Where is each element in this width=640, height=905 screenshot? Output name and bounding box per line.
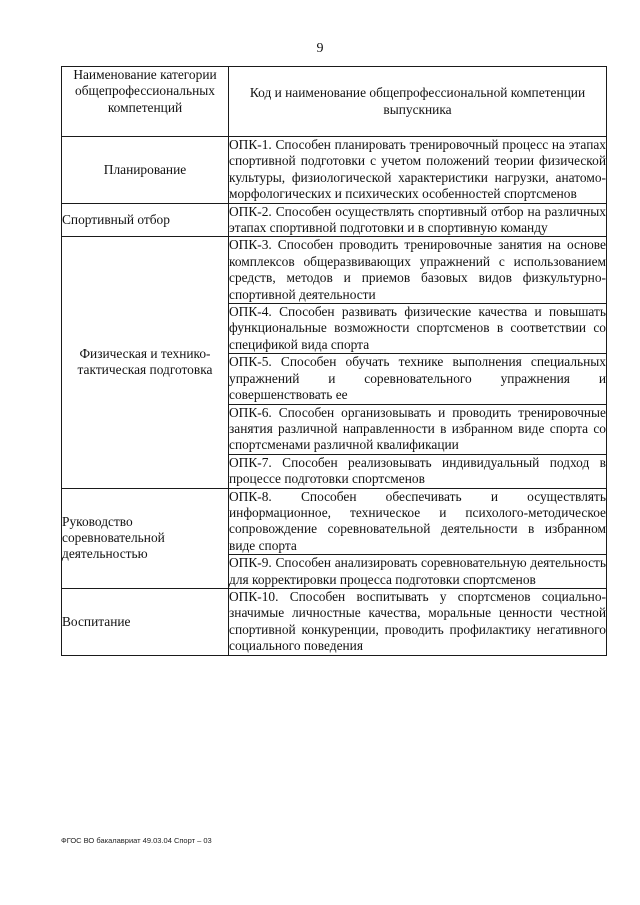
header-category: Наименование категории общепрофессиональных компетенций: [62, 67, 229, 137]
table-row: [62, 137, 607, 204]
competence-cell: ОПК-10. Способен воспитывать у спортсменов социально-значимые личностные качества, моральные ценности честной спортивной конкуренции, проводить профилактику негативного социального поведения: [229, 588, 606, 654]
competence-cell: ОПК-2. Способен осуществлять спортивный отбор на различных этапах спортивной подготовки и в спортивную команду: [229, 203, 606, 236]
table-row: [62, 237, 607, 304]
table-row: [62, 203, 607, 237]
category-cell: Планирование: [62, 137, 229, 204]
competence-cell: ОПК-4. Способен развивать физические качества и повышать функциональные возможности спортсменов в соответствии со спецификой вида спорта: [229, 304, 606, 352]
table-row: [62, 488, 607, 555]
competencies-table: [61, 66, 607, 656]
competence-cell: ОПК-7. Способен реализовывать индивидуальный подход в процессе подготовки спортсменов: [229, 454, 606, 487]
competence-cell: ОПК-3. Способен проводить тренировочные занятия на основе комплексов общеразвивающих упражнений с использованием средств, методов и приемов базовых видов физкультурно-спортивной деятельности: [229, 237, 606, 302]
category-cell: Спортивный отбор: [62, 203, 229, 237]
category-cell: Физическая и технико-тактическая подготовка: [62, 237, 229, 488]
footer-note: ФГОС ВО бакалавриат 49.03.04 Спорт – 03: [61, 836, 212, 845]
header-competence: Код и наименование общепрофессиональной компетенции выпускника: [229, 67, 607, 137]
page-number: 9: [316, 41, 324, 56]
table-body: [62, 137, 607, 656]
competence-cell: ОПК-1. Способен планировать тренировочный процесс на этапах спортивной подготовки с учетом положений теории физической культуры, физиологической характеристики нагрузки, анатомо-морфологических и психических особенностей спортсменов: [229, 137, 606, 202]
table-row: [62, 588, 607, 655]
table-header-row: [62, 67, 607, 137]
category-cell: Воспитание: [62, 588, 229, 655]
competence-cell: ОПК-9. Способен анализировать соревновательную деятельность для корректировки процесса подготовки спортсменов: [229, 555, 606, 587]
competence-cell: ОПК-6. Способен организовывать и проводить тренировочные занятия различной направленности в избранном виде спорта со спортсменами различной квалификации: [229, 404, 606, 453]
category-cell: Руководство соревновательной деятельностью: [62, 488, 229, 588]
competence-cell: ОПК-5. Способен обучать технике выполнения специальных упражнений и соревновательного упражнения и совершенствовать ее: [229, 354, 606, 403]
competence-cell: ОПК-8. Способен обеспечивать и осуществлять информационное, техническое и психолого-методическое сопровождение соревновательной деятельности в избранном виде спорта: [229, 488, 606, 553]
